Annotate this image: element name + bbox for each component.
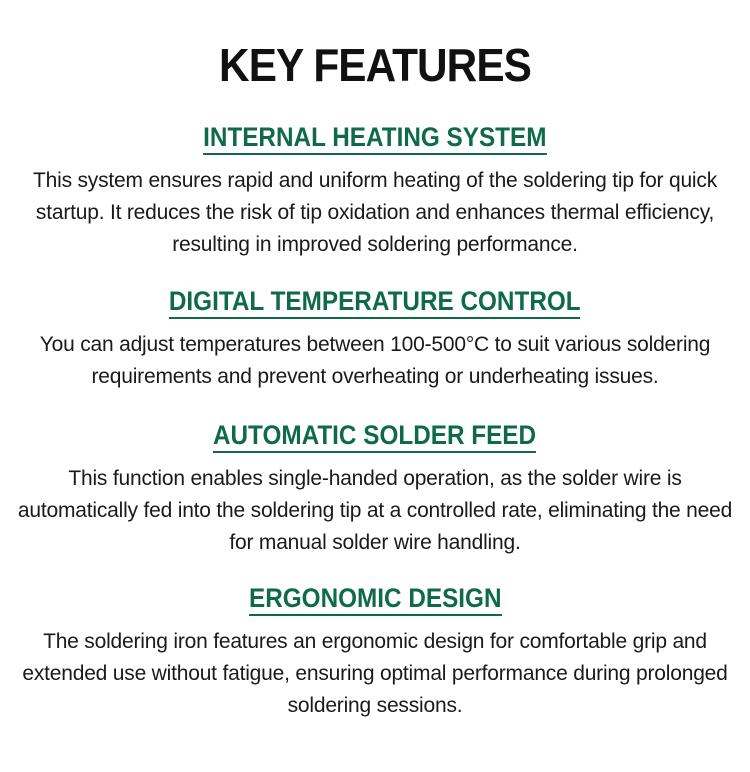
feature-heading: AUTOMATIC SOLDER FEED	[213, 420, 536, 453]
feature-heading: INTERNAL HEATING SYSTEM	[203, 122, 546, 155]
feature-automatic-feed	[0, 420, 750, 559]
feature-description: You can adjust temperatures between 100-500°C to suit various soldering requirements and prevent overheating or underheating issues.	[39, 333, 711, 388]
feature-internal-heating	[0, 122, 750, 261]
feature-description: This function enables single-handed operation, as the solder wire is automatically fed into the soldering tip at a controlled rate, eliminating the need for manual solder wire handling.	[17, 467, 733, 554]
feature-digital-temperature	[0, 286, 750, 393]
page-title: KEY FEATURES	[219, 39, 531, 91]
feature-ergonomic-design	[0, 583, 750, 722]
feature-heading: ERGONOMIC DESIGN	[249, 583, 501, 616]
feature-description: The soldering iron features an ergonomic design for comfortable grip and extended use without fatigue, ensuring optimal performance during prolonged soldering sessions.	[22, 630, 728, 717]
feature-heading: DIGITAL TEMPERATURE CONTROL	[169, 286, 581, 319]
feature-description: This system ensures rapid and uniform heating of the soldering tip for quick startup. It reduces the risk of tip oxidation and enhances thermal efficiency, resulting in improved soldering performance.	[33, 169, 717, 256]
